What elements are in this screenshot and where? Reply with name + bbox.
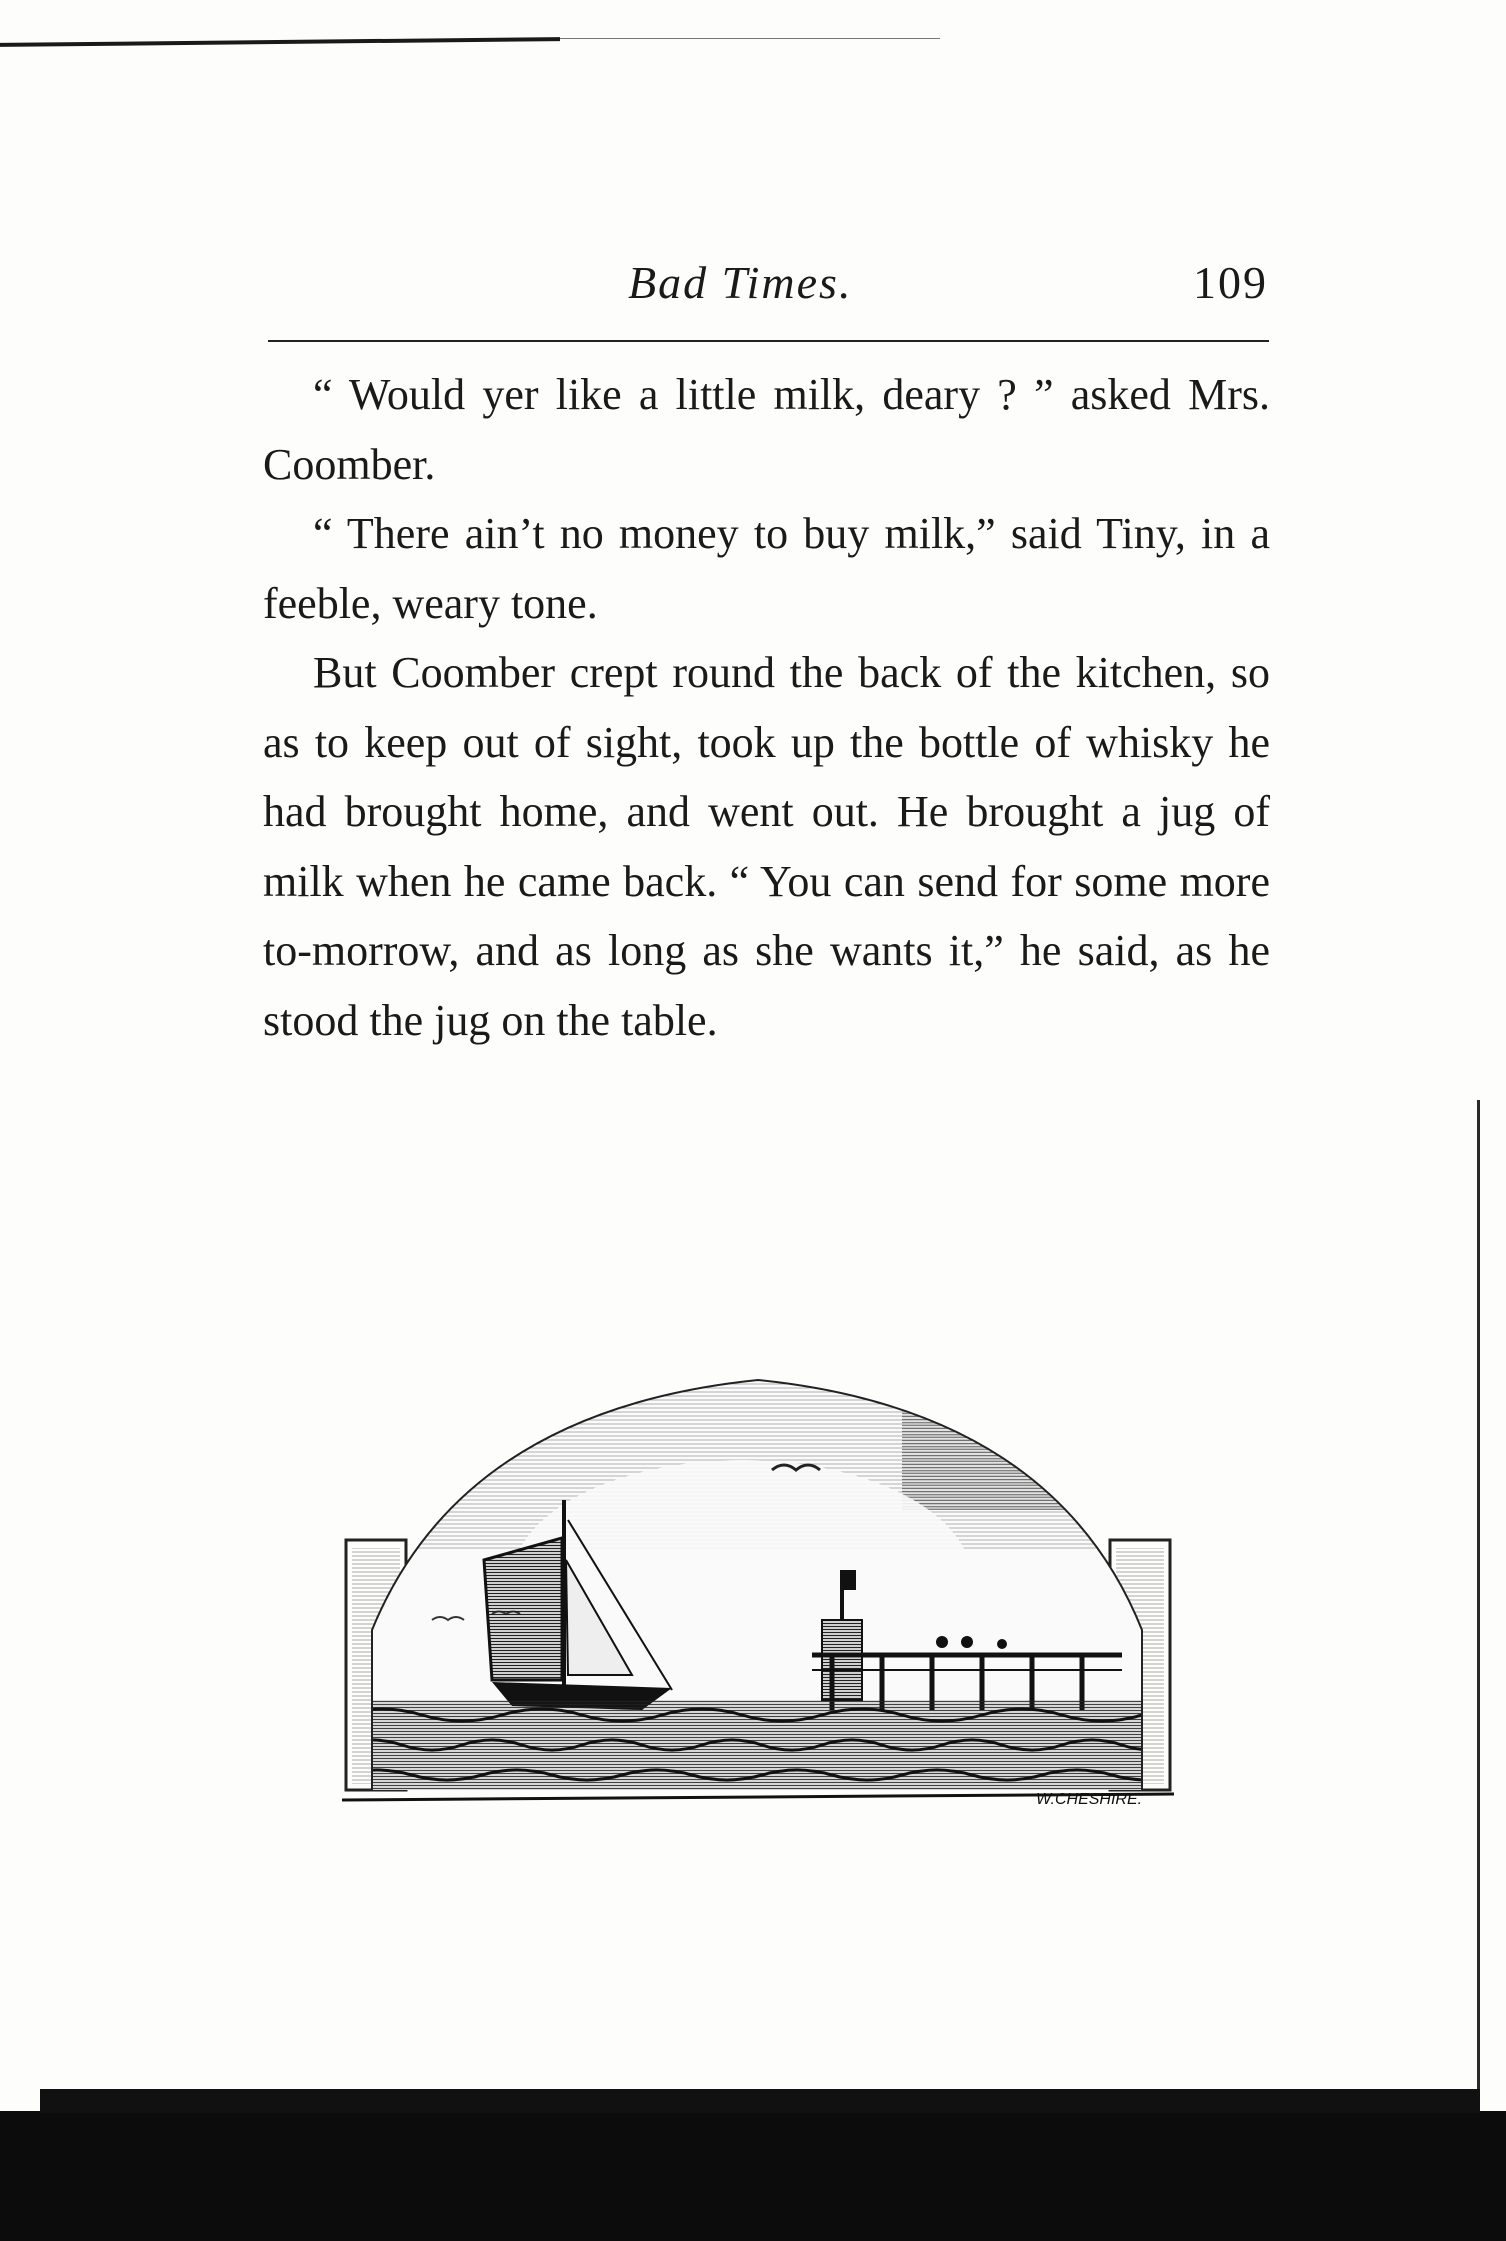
paragraph-2: “ There ain’t no money to buy milk,” said Tiny, in a feeble, weary tone. bbox=[263, 509, 1270, 628]
top-scan-rule-fade bbox=[560, 38, 940, 39]
running-title: Bad Times. bbox=[628, 257, 853, 308]
body-text bbox=[263, 360, 1270, 1055]
top-scan-rule bbox=[0, 37, 560, 47]
header-rule bbox=[268, 340, 1269, 342]
engraver-signature: W.CHESHIRE. bbox=[1036, 1791, 1143, 1808]
page-number: 109 bbox=[1193, 257, 1268, 308]
engraving-illustration bbox=[342, 1370, 1174, 1810]
paragraph-3: But Coomber crept round the back of the kitchen, so as to keep out of sight, took up the bottle of whisky he had brought home, and went out. He brought a jug of milk when he came back. “ You can send for some more to-morrow, and as long as she wants it,” he said, as he stood the jug on the table. bbox=[263, 648, 1270, 1045]
running-head bbox=[268, 256, 1268, 316]
bottom-scan-band-edge bbox=[40, 2089, 1480, 2113]
bottom-scan-band bbox=[0, 2111, 1506, 2241]
arched-scene bbox=[342, 1370, 1174, 1810]
paragraph-1: “ Would yer like a little milk, deary ? ” asked Mrs. Coomber. bbox=[263, 370, 1270, 489]
right-page-edge bbox=[1477, 1100, 1480, 2120]
